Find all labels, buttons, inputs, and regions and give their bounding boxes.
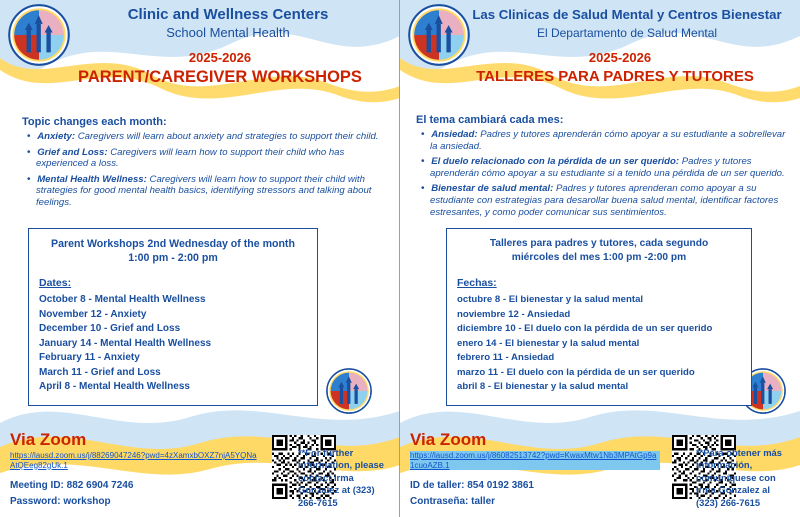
topic-text: Caregivers will learn about anxiety and strategies to support their child. — [75, 131, 379, 142]
english-schedule-box — [28, 228, 318, 406]
schedule-date-row: October 8 - Mental Health Wellness — [39, 294, 206, 305]
schedule-date-row: marzo 11 - El duelo con la pérdida de un ser querido — [457, 366, 695, 378]
topic-text: Caregivers will learn how to support their child who has experienced a loss. — [36, 146, 345, 170]
zoom-meeting-link[interactable]: https://lausd.zoom.us/j/88269047246?pwd=4zXamxbOXZ7njA5YQNaAtQEeg82gUk.1 — [10, 451, 257, 470]
schedule-date-row: November 12 - Anxiety — [39, 308, 147, 320]
header-flyer-title: PARENT/CAREGIVER WORKSHOPS — [78, 68, 362, 86]
lausd-seal-logo — [8, 4, 70, 66]
schedule-date-row: abril 8 - El bienestar y la salud mental — [457, 381, 629, 392]
topic-term: Ansiedad: — [431, 129, 478, 140]
zoom-meeting-id: ID de taller: 854 0192 3861 — [410, 480, 534, 491]
english-contact-info: **For further information, please contact Irma Gonzalez at (323) 266-7615 — [298, 446, 384, 508]
topics-heading: Topic changes each month: — [22, 116, 167, 128]
schedule-date-row: December 10 - Grief and Loss — [39, 323, 181, 334]
topic-term: El duelo relacionado con la pérdida de un ser querido: — [431, 156, 680, 168]
lausd-seal-logo-small — [326, 368, 372, 414]
spanish-contact-info: **Para obtener más información, comuníquese con Irma Gonzalez al (323) 266-7615 — [696, 446, 782, 508]
spanish-topics-section — [416, 114, 788, 222]
header-org-line2: El Departamento de Salud Mental — [536, 26, 718, 40]
english-topics-section — [22, 116, 384, 213]
schedule-date-row: diciembre 10 - El duelo con la pérdida de un ser querido — [457, 323, 713, 334]
topic-text: Padres y tutores aprenderán cómo apoyar a su estudiante a sobrellevar la ansiedad. — [430, 129, 786, 152]
topic-item — [430, 129, 788, 152]
spanish-panel — [400, 0, 800, 517]
schedule-date-row: January 14 - Mental Health Wellness — [39, 337, 212, 349]
english-zoom-block — [10, 430, 260, 509]
schedule-dates-label: Dates: — [39, 277, 72, 289]
spanish-schedule-box — [446, 228, 752, 406]
schedule-dates-label: Fechas: — [457, 277, 497, 289]
schedule-title-line2: 1:00 pm - 2:00 pm — [128, 252, 218, 264]
topic-text: Padres y tutores aprenderán cómo apoyar a su estudiante si a tenido una pérdida de un ser querido. — [430, 156, 785, 179]
schedule-title-line1: Talleres para padres y tutores, cada segundo — [489, 238, 709, 249]
zoom-password: Contraseña: taller — [410, 496, 496, 507]
topic-text: Caregivers will learn how to support their child with strategies for good mental health basics, identifying stressors and talking about feelings. — [36, 173, 372, 208]
zoom-password: Password: workshop — [10, 496, 111, 507]
header-org-line1: Las Clinicas de Salud Mental y Centros Bienestar — [472, 7, 782, 22]
header-org-line1: Clinic and Wellness Centers — [127, 6, 329, 23]
spanish-zoom-block — [410, 430, 660, 509]
schedule-date-row: enero 14 - El bienestar y la salud mental — [457, 337, 640, 349]
schedule-title-line1: Parent Workshops 2nd Wednesday of the month — [51, 238, 295, 250]
topic-item — [36, 174, 384, 209]
schedule-title-line2: miércoles del mes 1:00 pm -2:00 pm — [511, 252, 687, 263]
topic-term: Mental Health Wellness: — [37, 173, 147, 185]
zoom-heading: Via Zoom — [10, 430, 87, 449]
topic-item — [36, 131, 384, 143]
schedule-date-row: March 11 - Grief and Loss — [39, 366, 161, 378]
topics-heading: El tema cambiará cada mes: — [416, 114, 564, 126]
header-flyer-title: TALLERES PARA PADRES Y TUTORES — [476, 68, 754, 85]
topic-item — [430, 156, 788, 179]
topic-term: Anxiety: — [37, 131, 76, 142]
schedule-date-row: April 8 - Mental Health Wellness — [39, 381, 190, 392]
header-school-year: 2025-2026 — [588, 50, 652, 65]
topic-text: Padres y tutores aprenderan como apoyar a su estudiante con estrategias para desarollar buena salud mental, identificar factores estresantes, y como poder comunicar sus sentimientos. — [430, 183, 779, 218]
lausd-seal-logo — [408, 4, 470, 66]
topic-term: Grief and Loss: — [37, 146, 108, 158]
zoom-meeting-id: Meeting ID: 882 6904 7246 — [10, 480, 134, 491]
schedule-date-row: February 11 - Anxiety — [39, 352, 140, 363]
zoom-meeting-link[interactable]: https://lausd.zoom.us/j/86082513742?pwd=KwaxMtw1Nb3MPAtGp9a1cuoAZB.1 — [410, 451, 660, 470]
header-school-year: 2025-2026 — [188, 50, 252, 65]
topic-item — [430, 183, 788, 218]
topic-item — [36, 147, 384, 170]
panel-divider — [399, 0, 400, 517]
schedule-date-row: octubre 8 - El bienestar y la salud mental — [457, 294, 644, 305]
schedule-date-row: noviembre 12 - Ansiedad — [457, 308, 571, 320]
header-org-line2: School Mental Health — [166, 25, 290, 40]
zoom-heading: Via Zoom — [410, 430, 487, 449]
schedule-date-row: febrero 11 - Ansiedad — [457, 352, 555, 363]
topic-term: Bienestar de salud mental: — [431, 183, 554, 195]
